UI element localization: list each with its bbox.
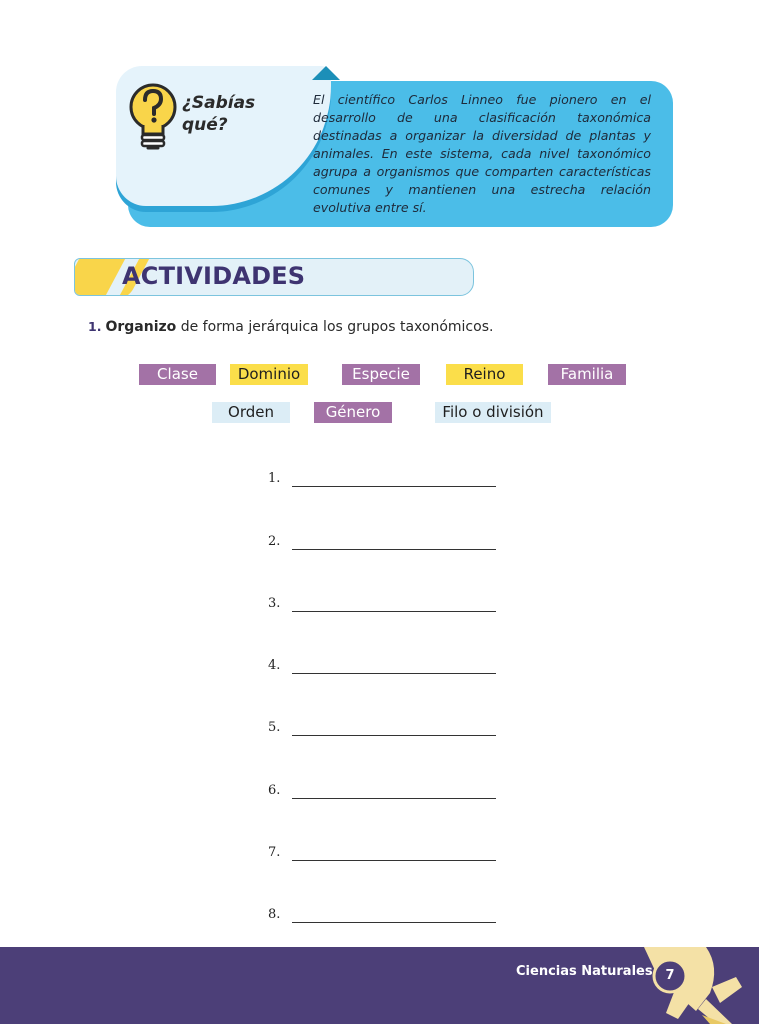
exercise-verb: Organizo [105,319,177,335]
page-footer [0,947,759,1024]
answer-number: 4. [268,658,281,673]
answer-row [268,534,290,549]
fact-tab-corner [312,66,340,80]
answer-number: 7. [268,845,281,860]
page-number: 7 [658,964,682,988]
answer-line[interactable] [292,922,496,923]
answer-row [268,783,290,798]
lightbulb-question-icon [124,80,182,154]
answer-line[interactable] [292,486,496,487]
rocket-icon [636,947,759,1024]
word-chip: Reino [446,364,523,385]
fact-text: El científico Carlos Linneo fue pionero en el desarrollo de una clasificación taxonómica destinadas a organizar la diversidad de plantas y animales. En este sistema, cada nivel taxonómico agrupa a organismos que comparten características comunes y mantienen una estrecha relación evolutiva entre sí. [313,92,651,215]
answer-number: 3. [268,596,281,611]
answer-line[interactable] [292,798,496,799]
activities-banner [74,258,474,296]
exercise-text: de forma jerárquica los grupos taxonómicos. [176,319,494,335]
activities-title: ACTIVIDADES [122,262,306,290]
answer-line[interactable] [292,860,496,861]
word-chip: Orden [212,402,290,423]
word-chip: Familia [548,364,626,385]
word-chip: Dominio [230,364,308,385]
answer-row [268,907,290,922]
word-chip: Filo o división [435,402,551,423]
answer-number: 8. [268,907,281,922]
answer-number: 6. [268,783,281,798]
word-chip: Género [314,402,392,423]
answer-line[interactable] [292,673,496,674]
answer-row [268,720,290,735]
answer-line[interactable] [292,549,496,550]
answer-line[interactable] [292,735,496,736]
answer-row [268,596,290,611]
answer-row [268,658,290,673]
answer-line[interactable] [292,611,496,612]
answer-number: 2. [268,534,281,549]
answer-row [268,471,290,486]
answer-row [268,845,290,860]
answer-number: 1. [268,471,281,486]
word-chip: Clase [139,364,216,385]
fact-title: ¿Sabías qué? [182,93,256,135]
exercise-number: 1. [88,319,102,334]
exercise-instruction [88,319,493,335]
footer-subject: Ciencias Naturales [516,964,653,979]
answer-number: 5. [268,720,281,735]
word-chip: Especie [342,364,420,385]
